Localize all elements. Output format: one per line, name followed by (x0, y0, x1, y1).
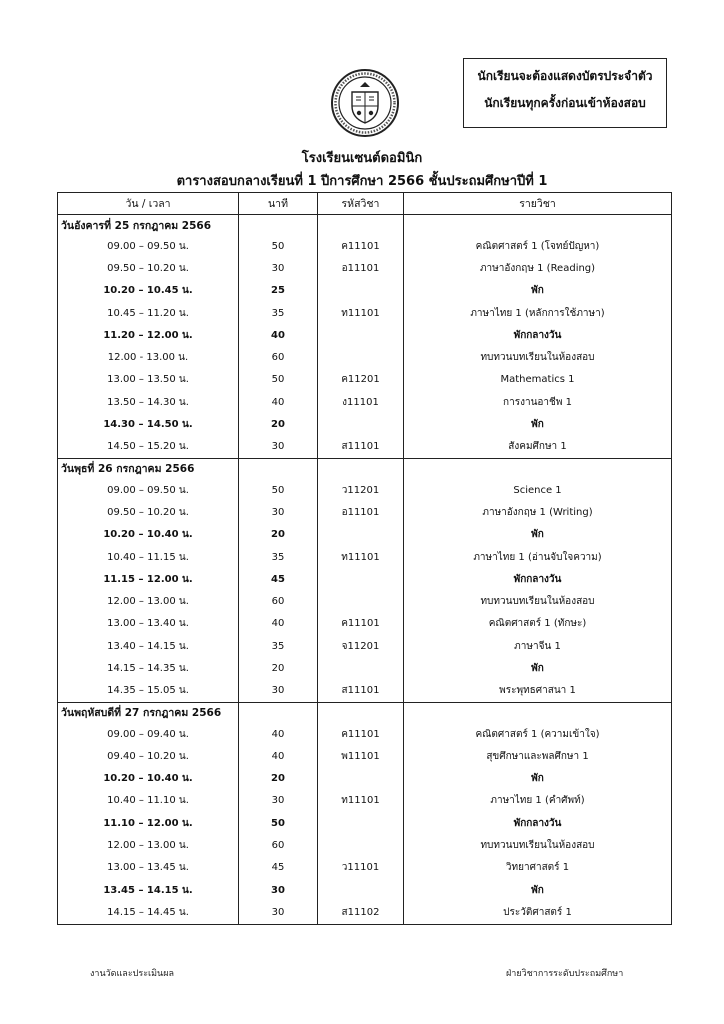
time-cell: 09.00 – 09.40 น. (58, 723, 239, 745)
minutes-cell: 35 (239, 546, 318, 568)
minutes-cell: 20 (239, 413, 318, 435)
time-cell: 10.20 – 10.40 น. (58, 524, 239, 546)
subject-cell: ภาษาไทย 1 (คำศัพท์) (404, 790, 672, 812)
subject-cell: พัก (404, 280, 672, 302)
minutes-cell: 50 (239, 235, 318, 257)
day-label: วันพุธที่ 26 กรกฎาคม 2566 (58, 458, 239, 479)
table-row (58, 546, 672, 568)
subject-cell: ภาษาไทย 1 (อ่านจับใจความ) (404, 546, 672, 568)
time-cell: 13.40 – 14.15 น. (58, 635, 239, 657)
subject-code-cell: ง11101 (318, 391, 404, 413)
time-cell: 11.15 – 12.00 น. (58, 568, 239, 590)
table-row (58, 635, 672, 657)
minutes-cell: 25 (239, 280, 318, 302)
subject-code-cell (318, 280, 404, 302)
subject-cell: Mathematics 1 (404, 369, 672, 391)
subject-code-cell (318, 768, 404, 790)
table-row (58, 479, 672, 501)
table-row (58, 391, 672, 413)
subject-cell: คณิตศาสตร์ 1 (โจทย์ปัญหา) (404, 235, 672, 257)
time-cell: 09.50 – 10.20 น. (58, 501, 239, 523)
subject-code-cell: ท11101 (318, 546, 404, 568)
subject-cell: ประวัติศาสตร์ 1 (404, 901, 672, 924)
empty-cell (239, 702, 318, 723)
minutes-cell: 30 (239, 257, 318, 279)
footer-measurement-dept: งานวัดและประเมินผล (90, 969, 174, 979)
id-card-notice-box (463, 58, 667, 128)
minutes-cell: 30 (239, 901, 318, 924)
subject-code-cell (318, 590, 404, 612)
minutes-cell: 40 (239, 745, 318, 767)
time-cell: 09.50 – 10.20 น. (58, 257, 239, 279)
minutes-cell: 30 (239, 680, 318, 703)
school-name: โรงเรียนเซนต์ดอมินิก (301, 151, 423, 166)
minutes-cell: 40 (239, 723, 318, 745)
time-cell: 14.15 – 14.35 น. (58, 657, 239, 679)
minutes-cell: 60 (239, 346, 318, 368)
table-row (58, 346, 672, 368)
minutes-cell: 30 (239, 790, 318, 812)
day-header-row (58, 458, 672, 479)
time-cell: 11.20 – 12.00 น. (58, 324, 239, 346)
subject-code-cell (318, 324, 404, 346)
minutes-cell: 20 (239, 524, 318, 546)
table-row (58, 590, 672, 612)
minutes-cell: 45 (239, 857, 318, 879)
subject-cell: พัก (404, 768, 672, 790)
table-row (58, 324, 672, 346)
column-header-subject: รายวิชา (404, 193, 672, 215)
minutes-cell: 40 (239, 391, 318, 413)
minutes-cell: 35 (239, 635, 318, 657)
time-cell: 12.00 – 13.00 น. (58, 590, 239, 612)
subject-code-cell: ท11101 (318, 302, 404, 324)
time-cell: 14.35 – 15.05 น. (58, 680, 239, 703)
minutes-cell: 20 (239, 768, 318, 790)
subject-cell: ภาษาจีน 1 (404, 635, 672, 657)
table-row (58, 613, 672, 635)
time-cell: 13.00 – 13.45 น. (58, 857, 239, 879)
empty-cell (318, 215, 404, 236)
subject-code-cell: พ11101 (318, 745, 404, 767)
time-cell: 13.45 – 14.15 น. (58, 879, 239, 901)
table-row (58, 857, 672, 879)
minutes-cell: 40 (239, 324, 318, 346)
table-row (58, 790, 672, 812)
empty-cell (239, 458, 318, 479)
table-row (58, 369, 672, 391)
subject-cell: สังคมศึกษา 1 (404, 436, 672, 459)
subject-code-cell: ส11101 (318, 680, 404, 703)
subject-cell: คณิตศาสตร์ 1 (ทักษะ) (404, 613, 672, 635)
table-row (58, 501, 672, 523)
subject-code-cell: ท11101 (318, 790, 404, 812)
time-cell: 10.45 – 11.20 น. (58, 302, 239, 324)
subject-code-cell (318, 524, 404, 546)
subject-cell: พระพุทธศาสนา 1 (404, 680, 672, 703)
column-header-minutes: นาที (239, 193, 318, 215)
day-label: วันอังคารที่ 25 กรกฎาคม 2566 (58, 215, 239, 236)
subject-code-cell: จ11201 (318, 635, 404, 657)
table-row (58, 745, 672, 767)
subject-cell: พัก (404, 524, 672, 546)
minutes-cell: 50 (239, 479, 318, 501)
subject-code-cell (318, 413, 404, 435)
column-header-day-time: วัน / เวลา (58, 193, 239, 215)
subject-cell: วิทยาศาสตร์ 1 (404, 857, 672, 879)
minutes-cell: 30 (239, 436, 318, 459)
subject-code-cell: ค11101 (318, 613, 404, 635)
subject-code-cell: ค11201 (318, 369, 404, 391)
column-header-subject-code: รหัสวิชา (318, 193, 404, 215)
time-cell: 14.50 – 15.20 น. (58, 436, 239, 459)
school-seal-logo (330, 68, 400, 138)
minutes-cell: 45 (239, 568, 318, 590)
subject-cell: พัก (404, 879, 672, 901)
minutes-cell: 30 (239, 501, 318, 523)
subject-cell: ทบทวนบทเรียนในห้องสอบ (404, 834, 672, 856)
time-cell: 13.00 – 13.50 น. (58, 369, 239, 391)
subject-code-cell: ส11102 (318, 901, 404, 924)
subject-code-cell: ส11101 (318, 436, 404, 459)
time-cell: 12.00 – 13.00 น. (58, 834, 239, 856)
subject-cell: คณิตศาสตร์ 1 (ความเข้าใจ) (404, 723, 672, 745)
subject-cell: พัก (404, 413, 672, 435)
table-row (58, 657, 672, 679)
day-header-row (58, 215, 672, 236)
subject-cell: ภาษาไทย 1 (หลักการใช้ภาษา) (404, 302, 672, 324)
empty-cell (404, 215, 672, 236)
minutes-cell: 60 (239, 590, 318, 612)
time-cell: 09.00 – 09.50 น. (58, 479, 239, 501)
time-cell: 09.00 – 09.50 น. (58, 235, 239, 257)
subject-code-cell: อ11101 (318, 257, 404, 279)
table-row (58, 812, 672, 834)
subject-code-cell (318, 657, 404, 679)
table-row (58, 413, 672, 435)
table-row (58, 436, 672, 459)
subject-cell: ภาษาอังกฤษ 1 (Writing) (404, 501, 672, 523)
minutes-cell: 30 (239, 879, 318, 901)
minutes-cell: 50 (239, 812, 318, 834)
table-row (58, 901, 672, 924)
time-cell: 14.30 – 14.50 น. (58, 413, 239, 435)
empty-cell (318, 702, 404, 723)
subject-cell: สุขศึกษาและพลศึกษา 1 (404, 745, 672, 767)
subject-cell: พัก (404, 657, 672, 679)
time-cell: 10.40 – 11.10 น. (58, 790, 239, 812)
day-header-row (58, 702, 672, 723)
table-row (58, 524, 672, 546)
subject-code-cell (318, 568, 404, 590)
day-label: วันพฤหัสบดีที่ 27 กรกฎาคม 2566 (58, 702, 239, 723)
table-row (58, 235, 672, 257)
subject-cell: ทบทวนบทเรียนในห้องสอบ (404, 346, 672, 368)
table-row (58, 723, 672, 745)
table-row (58, 768, 672, 790)
subject-cell: Science 1 (404, 479, 672, 501)
subject-code-cell (318, 346, 404, 368)
subject-code-cell: อ11101 (318, 501, 404, 523)
subject-code-cell: ว11201 (318, 479, 404, 501)
table-row (58, 568, 672, 590)
subject-cell: พักกลางวัน (404, 812, 672, 834)
minutes-cell: 35 (239, 302, 318, 324)
empty-cell (318, 458, 404, 479)
subject-cell: การงานอาชีพ 1 (404, 391, 672, 413)
table-row (58, 280, 672, 302)
table-row (58, 834, 672, 856)
time-cell: 12.00 - 13.00 น. (58, 346, 239, 368)
table-row (58, 257, 672, 279)
exam-schedule-table (57, 192, 672, 925)
subject-code-cell (318, 834, 404, 856)
subject-code-cell: ค11101 (318, 235, 404, 257)
subject-code-cell: ค11101 (318, 723, 404, 745)
schedule-body (58, 215, 672, 925)
minutes-cell: 40 (239, 613, 318, 635)
subject-code-cell: ว11101 (318, 857, 404, 879)
empty-cell (404, 702, 672, 723)
time-cell: 11.10 – 12.00 น. (58, 812, 239, 834)
time-cell: 14.15 – 14.45 น. (58, 901, 239, 924)
notice-line-2: นักเรียนทุกครั้งก่อนเข้าห้องสอบ (484, 96, 646, 110)
notice-line-1: นักเรียนจะต้องแสดงบัตรประจำตัว (477, 69, 653, 83)
subject-code-cell (318, 879, 404, 901)
page-title: ตารางสอบกลางเรียนที่ 1 ปีการศึกษา 2566 ชั้นประถมศึกษาปีที่ 1 (176, 174, 548, 189)
time-cell: 09.40 – 10.20 น. (58, 745, 239, 767)
time-cell: 10.40 – 11.15 น. (58, 546, 239, 568)
footer-academic-dept: ฝ่ายวิชาการระดับประถมศึกษา (506, 969, 624, 979)
time-cell: 10.20 – 10.40 น. (58, 768, 239, 790)
time-cell: 10.20 – 10.45 น. (58, 280, 239, 302)
minutes-cell: 50 (239, 369, 318, 391)
subject-code-cell (318, 812, 404, 834)
table-row (58, 879, 672, 901)
table-row (58, 302, 672, 324)
subject-cell: พักกลางวัน (404, 324, 672, 346)
subject-cell: พักกลางวัน (404, 568, 672, 590)
table-header-row (58, 193, 672, 215)
empty-cell (239, 215, 318, 236)
table-row (58, 680, 672, 703)
empty-cell (404, 458, 672, 479)
time-cell: 13.50 – 14.30 น. (58, 391, 239, 413)
minutes-cell: 20 (239, 657, 318, 679)
subject-cell: ภาษาอังกฤษ 1 (Reading) (404, 257, 672, 279)
minutes-cell: 60 (239, 834, 318, 856)
subject-cell: ทบทวนบทเรียนในห้องสอบ (404, 590, 672, 612)
time-cell: 13.00 – 13.40 น. (58, 613, 239, 635)
